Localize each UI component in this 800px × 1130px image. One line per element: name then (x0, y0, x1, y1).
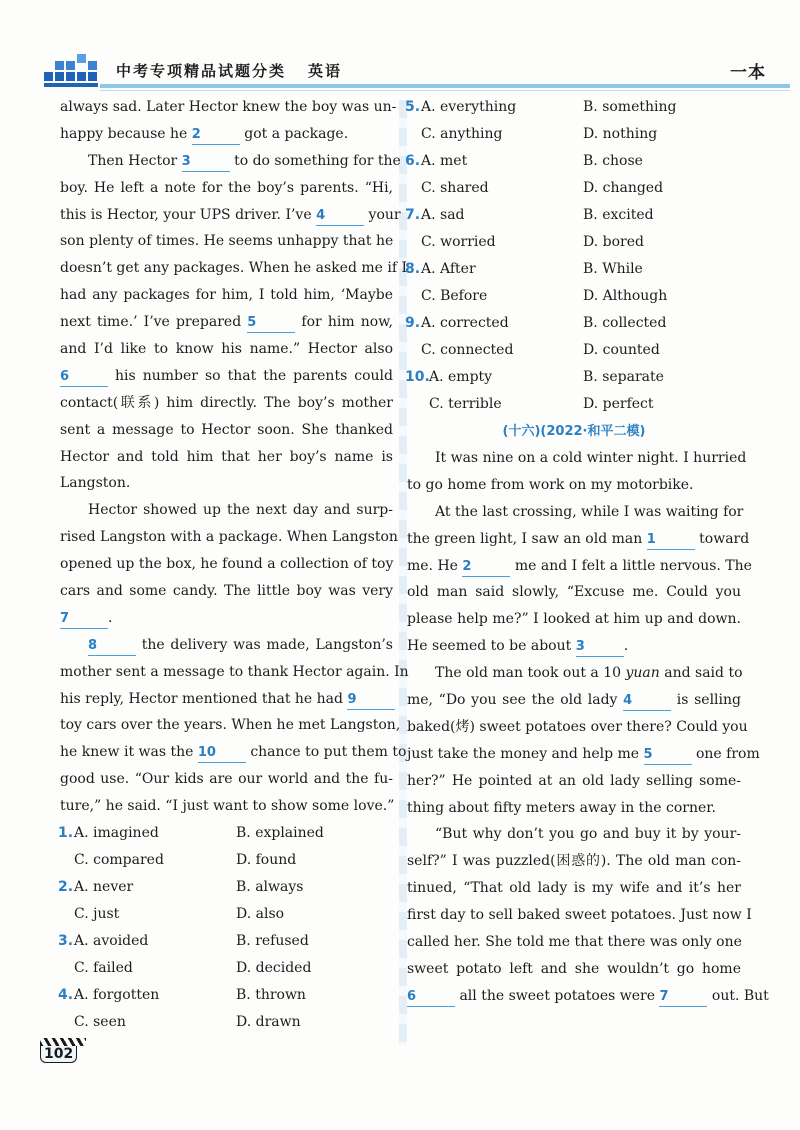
text-run: one from (691, 745, 760, 762)
option-row (60, 874, 393, 901)
option-b-text: B. excited (583, 207, 654, 223)
text-run: me, “Do you see the old lady (407, 692, 624, 709)
blank-number: 5 (644, 746, 692, 765)
option-b-text: B. collected (583, 315, 667, 331)
text-run: sent a message to Hector soon. She thanked (60, 421, 393, 438)
text-run: next time.’ I’ve prepared (60, 314, 248, 331)
text-run: boy. He left a note for the boy’s parents. “Hi, (60, 179, 393, 196)
option-row (60, 928, 393, 955)
text-run: sweet potato left and she wouldn’t go home (407, 960, 741, 977)
option-a-text: A. met (421, 153, 468, 169)
text-run: got a package. (239, 125, 349, 142)
text-run: he knew it was the (60, 744, 198, 761)
option-row (60, 847, 393, 874)
text-line (407, 633, 741, 660)
text-run: chance to put them to (245, 744, 407, 761)
blank-number: 2 (192, 126, 240, 145)
header-rule (100, 84, 790, 88)
text-run: his number so that the parents could (108, 367, 393, 384)
option-b-text: B. always (236, 879, 304, 896)
text-line (407, 956, 741, 983)
question-number: 10. (405, 369, 430, 385)
question-number: 9. (405, 315, 421, 331)
text-line (407, 714, 748, 741)
text-line (60, 766, 393, 793)
option-b-text: D. drawn (236, 1014, 301, 1031)
page-number-badge (36, 1036, 92, 1066)
text-run: the green light, I saw an old man (407, 530, 647, 547)
text-run: rised Langston with a package. When Langston (60, 529, 398, 546)
option-b-text: D. found (236, 852, 297, 869)
series-title: 中考专项精品试题分类 (116, 62, 287, 80)
option-a-text: C. seen (74, 1014, 126, 1031)
text-line (60, 739, 407, 766)
option-row (407, 202, 741, 229)
text-run: for him now, (295, 314, 393, 331)
page-header (42, 46, 790, 96)
text-line (60, 444, 393, 471)
option-row (407, 391, 741, 418)
blank-number: 3 (576, 638, 624, 657)
text-run: old man said slowly, “Excuse me. Could you (407, 584, 741, 601)
option-row (407, 283, 741, 310)
option-b-text: B. explained (236, 825, 324, 842)
text-line (60, 793, 393, 820)
option-a-text: A. forgotten (74, 987, 160, 1004)
option-a-text: C. anything (421, 126, 503, 142)
text-run: her?” He pointed at an old lady selling some- (407, 772, 741, 789)
text-run: Hector and told him that her boy’s name is (60, 448, 393, 465)
question-number: 2. (58, 879, 74, 896)
text-line (407, 526, 750, 553)
text-run: Langston. (60, 475, 131, 492)
text-line (407, 821, 741, 848)
text-run: to do something for the (229, 152, 401, 169)
option-b-text: D. bored (583, 234, 644, 250)
option-a-text: C. failed (74, 960, 133, 977)
option-a-text: C. terrible (429, 396, 502, 412)
text-run: good use. “Our kids are our world and the fu- (60, 771, 393, 788)
option-a-text: C. Before (421, 288, 488, 304)
text-run: me and I felt a little nervous. The (510, 557, 752, 574)
question-number: 6. (405, 153, 421, 169)
text-run: is selling (671, 692, 741, 709)
text-run: baked(烤) sweet potatoes over there? Could you (407, 718, 748, 735)
text-line (60, 659, 409, 686)
text-run: just take the money and help me (407, 745, 644, 762)
option-row (60, 982, 393, 1009)
text-run: me. He (407, 557, 463, 574)
option-row (60, 1009, 393, 1036)
text-line (60, 255, 408, 282)
text-run: out. But (707, 987, 769, 1004)
option-b-text: D. perfect (583, 396, 654, 412)
text-line (60, 524, 398, 551)
blank-number: 5 (247, 314, 295, 333)
text-line (407, 660, 741, 687)
option-a-text: C. worried (421, 234, 496, 250)
text-line (60, 497, 393, 524)
option-a-text: A. corrected (421, 315, 509, 331)
text-line (407, 687, 741, 714)
text-line (407, 768, 741, 795)
text-line (60, 686, 393, 713)
text-run: . (108, 609, 113, 626)
option-a-text: A. everything (421, 99, 517, 115)
text-run: self?” I was puzzled(困惑的). The old man con- (407, 853, 741, 870)
option-a-text: C. just (74, 906, 120, 923)
text-line (407, 929, 741, 956)
text-line (60, 363, 393, 390)
option-a-text: A. sad (421, 207, 465, 223)
text-run: mother sent a message to thank Hector again. In (60, 663, 409, 680)
blank-number: 7 (60, 610, 108, 629)
question-number: 4. (58, 987, 74, 1004)
passage-text (60, 94, 409, 820)
text-run: contact(联系) him directly. The boy’s mother (60, 394, 393, 411)
page-number: 102 (40, 1046, 77, 1063)
text-line (407, 875, 741, 902)
option-row (407, 121, 741, 148)
answer-options (60, 820, 393, 1036)
option-b-text: D. also (236, 906, 285, 923)
text-line (60, 470, 393, 497)
option-row (60, 901, 393, 928)
blank-number: 3 (182, 153, 230, 172)
blank-number: 6 (60, 368, 108, 387)
option-b-text: D. decided (236, 960, 312, 977)
option-b-text: D. Although (583, 288, 668, 304)
text-line (407, 902, 752, 929)
question-number: 5. (405, 99, 421, 115)
clapper-stripes-icon (40, 1038, 86, 1046)
text-line (407, 983, 769, 1010)
subject-label: 英语 (308, 62, 343, 80)
text-line (407, 741, 760, 768)
text-line (60, 228, 393, 255)
question-number: 1. (58, 825, 74, 842)
text-run: called her. She told me that there was only one (407, 934, 742, 951)
option-row (60, 955, 393, 982)
option-b-text: B. chose (583, 153, 643, 169)
option-b-text: B. refused (236, 933, 309, 950)
left-column (58, 94, 409, 1036)
text-run: Then Hector (88, 152, 182, 169)
text-line (60, 121, 393, 148)
text-line (407, 795, 741, 822)
text-run: . (623, 638, 629, 655)
text-run: tinued, “That old lady is my wife and it’s her (407, 880, 741, 897)
section-heading: (十六)(2022·和平二模) (502, 424, 646, 439)
text-run: The old man took out a 10 (435, 665, 626, 682)
blank-number: 9 (347, 691, 395, 710)
column-divider (399, 100, 407, 1045)
text-run: the delivery was made, Langston’s (136, 636, 393, 653)
text-line (60, 202, 401, 229)
text-run: He seemed to be about (407, 638, 576, 655)
text-run: and I’d like to know his name.” Hector also (60, 341, 393, 358)
text-run: and said to (659, 665, 743, 682)
text-line (60, 605, 393, 632)
blank-number: 7 (659, 988, 707, 1007)
option-b-text: D. counted (583, 342, 660, 358)
text-line (407, 579, 741, 606)
option-a-text: C. compared (74, 852, 164, 869)
text-line (407, 848, 741, 875)
text-run: It was nine on a cold winter night. I hurried (435, 450, 747, 466)
text-line (407, 606, 741, 633)
option-row (407, 337, 741, 364)
header-rule-thin (100, 90, 790, 91)
text-run: cars and some candy. The little boy was very (60, 583, 393, 600)
option-a-text: C. connected (421, 342, 514, 358)
option-b-text: D. nothing (583, 126, 658, 142)
text-line (60, 94, 397, 121)
option-b-text: B. something (583, 99, 677, 115)
text-line (60, 282, 393, 309)
book-title (116, 60, 342, 81)
text-run: son plenty of times. He seems unhappy that he (60, 233, 394, 250)
text-run: happy because he (60, 125, 192, 142)
question-number: 8. (405, 261, 421, 277)
italic-word: yuan (625, 665, 660, 682)
text-line (60, 417, 393, 444)
text-line (60, 390, 393, 417)
text-run: all the sweet potatoes were (455, 987, 660, 1004)
text-line (407, 499, 744, 526)
option-row (407, 148, 741, 175)
blank-number: 10 (198, 744, 246, 763)
text-line (60, 309, 393, 336)
text-line (60, 175, 393, 202)
text-run: toy cars over the years. When he met Langston, (60, 717, 401, 734)
blank-number: 2 (462, 558, 510, 577)
text-run: doesn’t get any packages. When he asked me if I (60, 260, 408, 277)
option-b-text: B. thrown (236, 987, 306, 1004)
option-a-text: A. imagined (74, 825, 159, 842)
text-run: please help me?” I looked at him up and down. (407, 611, 741, 628)
text-line (60, 578, 393, 605)
option-b-text: B. separate (583, 369, 664, 385)
option-row (407, 310, 741, 337)
text-run: your (364, 206, 401, 223)
text-run: opened up the box, he found a collection of toy (60, 556, 394, 573)
option-row (407, 94, 741, 121)
text-run: ture,” he said. “I just want to show some love.” (60, 798, 395, 815)
text-run: Hector showed up the next day and surp- (88, 502, 393, 519)
option-a-text: C. shared (421, 180, 489, 196)
passage-text (407, 445, 769, 1010)
blank-number: 4 (316, 207, 364, 226)
series-logo-icon (42, 54, 100, 90)
text-run: this is Hector, your UPS driver. I’ve (60, 206, 317, 223)
blank-number: 4 (623, 692, 671, 711)
question-number: 7. (405, 207, 421, 223)
text-line (60, 632, 393, 659)
option-b-text: D. changed (583, 180, 664, 196)
blank-number: 8 (88, 637, 136, 656)
text-run: “But why don’t you go and buy it by your- (435, 826, 741, 843)
answer-options (407, 94, 741, 418)
text-line (407, 553, 752, 580)
option-row (407, 256, 741, 283)
text-run: had any packages for him, I told him, ‘Maybe (60, 287, 393, 304)
text-run: to go home from work on my motorbike. (407, 476, 694, 493)
brand-mark: 一本 (730, 63, 766, 83)
text-run: toward (694, 530, 750, 547)
text-line (407, 472, 741, 499)
text-line (60, 336, 393, 363)
text-line (407, 445, 747, 472)
option-a-text: A. After (421, 261, 476, 277)
text-run: first day to sell baked sweet potatoes. Just now I (407, 907, 752, 924)
text-run: always sad. Later Hector knew the boy was un- (60, 99, 397, 115)
text-line (60, 148, 401, 175)
text-line (60, 712, 401, 739)
option-row (60, 820, 393, 847)
option-row (407, 229, 741, 256)
option-a-text: A. avoided (74, 933, 149, 950)
right-column (405, 94, 769, 1010)
option-a-text: A. never (74, 879, 134, 896)
option-row (407, 364, 741, 391)
option-row (407, 175, 741, 202)
text-line (60, 551, 393, 578)
text-run: thing about fifty meters away in the corner. (407, 799, 716, 816)
question-number: 3. (58, 933, 74, 950)
blank-number: 6 (407, 988, 455, 1007)
text-run: his reply, Hector mentioned that he had (60, 690, 348, 707)
text-run: At the last crossing, while I was waiting for (435, 503, 744, 520)
option-a-text: A. empty (429, 369, 493, 385)
blank-number: 1 (647, 531, 695, 550)
option-b-text: B. While (583, 261, 643, 277)
